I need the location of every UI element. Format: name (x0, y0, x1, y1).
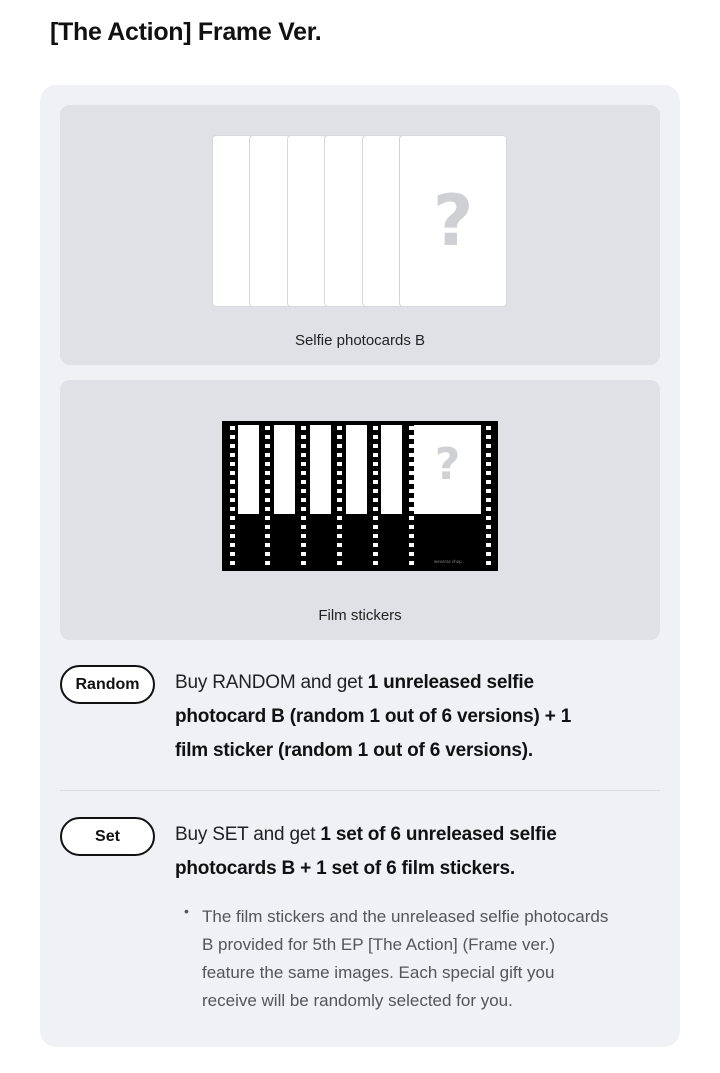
film-frame (310, 425, 331, 514)
film-perforation (409, 435, 414, 439)
film-perforation (409, 453, 414, 457)
photocards-preview (60, 105, 660, 365)
film-perforation (486, 525, 491, 529)
film-perforation (337, 444, 342, 448)
film-perforation (373, 435, 378, 439)
film-perforation (337, 462, 342, 466)
film-perforation (337, 453, 342, 457)
film-perforation (409, 489, 414, 493)
film-perforation (409, 516, 414, 520)
film-perforation (265, 552, 270, 556)
random-description (175, 666, 595, 768)
film-perforation (486, 444, 491, 448)
divider (60, 790, 660, 791)
film-perforation (301, 471, 306, 475)
film-perforation (409, 525, 414, 529)
film-perforation (373, 552, 378, 556)
film-perforation (486, 426, 491, 430)
film-perforation (373, 516, 378, 520)
film-perforation (373, 498, 378, 502)
film-perforation (337, 552, 342, 556)
film-perforation (265, 534, 270, 538)
film-perforation (265, 480, 270, 484)
film-perforation (230, 516, 235, 520)
film-perforation (409, 498, 414, 502)
film-frame (238, 425, 259, 514)
film-perforation (230, 444, 235, 448)
photocards-caption: Selfie photocards B (294, 332, 426, 349)
film-perforation (486, 507, 491, 511)
film-perforation (409, 426, 414, 430)
film-perforation (301, 426, 306, 430)
question-mark-icon: ? (432, 180, 474, 262)
set-description (175, 818, 595, 886)
film-perforation (337, 534, 342, 538)
film-perforation (486, 453, 491, 457)
film-perforation (409, 543, 414, 547)
set-text-plain: Buy SET and get (175, 824, 321, 845)
photocard-stack (212, 135, 508, 307)
film-perforation (373, 462, 378, 466)
stickers-preview (60, 380, 660, 640)
film-perforation (409, 534, 414, 538)
film-perforation (373, 543, 378, 547)
film-perforation (373, 525, 378, 529)
film-perforation (230, 480, 235, 484)
set-text-bold: 1 set of 6 unreleased selfie photocards B + 1 set of 6 film stickers. (175, 824, 557, 879)
product-option-panel (40, 85, 680, 1047)
film-perforation (409, 471, 414, 475)
film-perforation (337, 426, 342, 430)
film-frame-front (414, 425, 481, 514)
gift-note-text: The film stickers and the unreleased selfie photocards B provided for 5th EP [The Action] (Frame ver.) feature the same images. Each special gift you receive will be randomly selected for you. (202, 907, 609, 1010)
film-perforation (486, 489, 491, 493)
set-button[interactable]: Set (60, 817, 155, 856)
film-perforation (337, 525, 342, 529)
film-perforation (301, 534, 306, 538)
film-perforation (265, 507, 270, 511)
film-perforation (373, 453, 378, 457)
film-perforation (409, 462, 414, 466)
film-perforation (337, 489, 342, 493)
film-perforation (373, 480, 378, 484)
film-perforation (301, 516, 306, 520)
film-perforation (230, 534, 235, 538)
film-perforation (265, 435, 270, 439)
film-perforation (301, 552, 306, 556)
film-perforation (301, 525, 306, 529)
random-button[interactable]: Random (60, 665, 155, 704)
film-perforation (337, 480, 342, 484)
film-perforation (337, 435, 342, 439)
film-perforation (409, 444, 414, 448)
film-perforation (301, 435, 306, 439)
film-perforation (373, 561, 378, 565)
film-perforation (373, 507, 378, 511)
film-perforation (409, 561, 414, 565)
film-perforation (337, 561, 342, 565)
film-perforation (486, 471, 491, 475)
film-frame (346, 425, 367, 514)
film-perforation (373, 534, 378, 538)
film-perforation (486, 462, 491, 466)
film-perforation (230, 426, 235, 430)
film-perforation (265, 498, 270, 502)
film-perforation (230, 543, 235, 547)
film-perforation (265, 516, 270, 520)
film-perforation (230, 507, 235, 511)
film-perforation (337, 507, 342, 511)
film-perforation (486, 561, 491, 565)
film-perforation (301, 489, 306, 493)
page-title: [The Action] Frame Ver. (50, 18, 322, 46)
film-frame (274, 425, 295, 514)
film-perforation (373, 489, 378, 493)
random-text-plain: Buy RANDOM and get (175, 672, 368, 693)
film-perforation (337, 516, 342, 520)
film-perforation (230, 471, 235, 475)
film-perforation (486, 480, 491, 484)
film-perforation (337, 543, 342, 547)
film-perforation (265, 561, 270, 565)
film-perforation (301, 444, 306, 448)
film-perforation (301, 462, 306, 466)
film-perforation (265, 462, 270, 466)
bullet: • (184, 903, 189, 919)
film-perforation (301, 453, 306, 457)
film-perforation (230, 561, 235, 565)
film-perforation (265, 444, 270, 448)
film-perforation (486, 435, 491, 439)
film-perforation (486, 534, 491, 538)
film-perforation (486, 543, 491, 547)
film-perforation (373, 471, 378, 475)
film-perforation (230, 489, 235, 493)
film-perforation (265, 525, 270, 529)
film-perforation (301, 507, 306, 511)
film-perforation (337, 471, 342, 475)
film-perforation (230, 435, 235, 439)
film-frame (381, 425, 402, 514)
film-perforation (301, 480, 306, 484)
film-perforation (265, 543, 270, 547)
film-perforation (486, 552, 491, 556)
random-text-bold: 1 unreleased selfie photocard B (random 1 out of 6 versions) + 1 film sticker (random 1 out of 6 versions). (175, 672, 572, 761)
film-perforation (301, 498, 306, 502)
film-perforation (265, 453, 270, 457)
film-perforation (265, 489, 270, 493)
stickers-caption: Film stickers (318, 607, 402, 624)
photocard-front (399, 135, 507, 307)
film-perforation (230, 462, 235, 466)
film-perforation (409, 480, 414, 484)
film-perforation (486, 498, 491, 502)
film-perforation (230, 453, 235, 457)
film-perforation (373, 426, 378, 430)
film-perforation (230, 552, 235, 556)
film-perforation (486, 516, 491, 520)
film-perforation (230, 498, 235, 502)
film-perforation (409, 507, 414, 511)
film-perforation (265, 426, 270, 430)
film-perforation (301, 561, 306, 565)
film-perforation (301, 543, 306, 547)
film-strip (222, 421, 498, 571)
film-perforation (409, 552, 414, 556)
film-perforation (230, 525, 235, 529)
film-perforation (373, 444, 378, 448)
film-watermark: weverse shop (434, 559, 462, 564)
film-perforation (337, 498, 342, 502)
question-mark-icon: ? (434, 439, 461, 490)
film-perforation (265, 471, 270, 475)
